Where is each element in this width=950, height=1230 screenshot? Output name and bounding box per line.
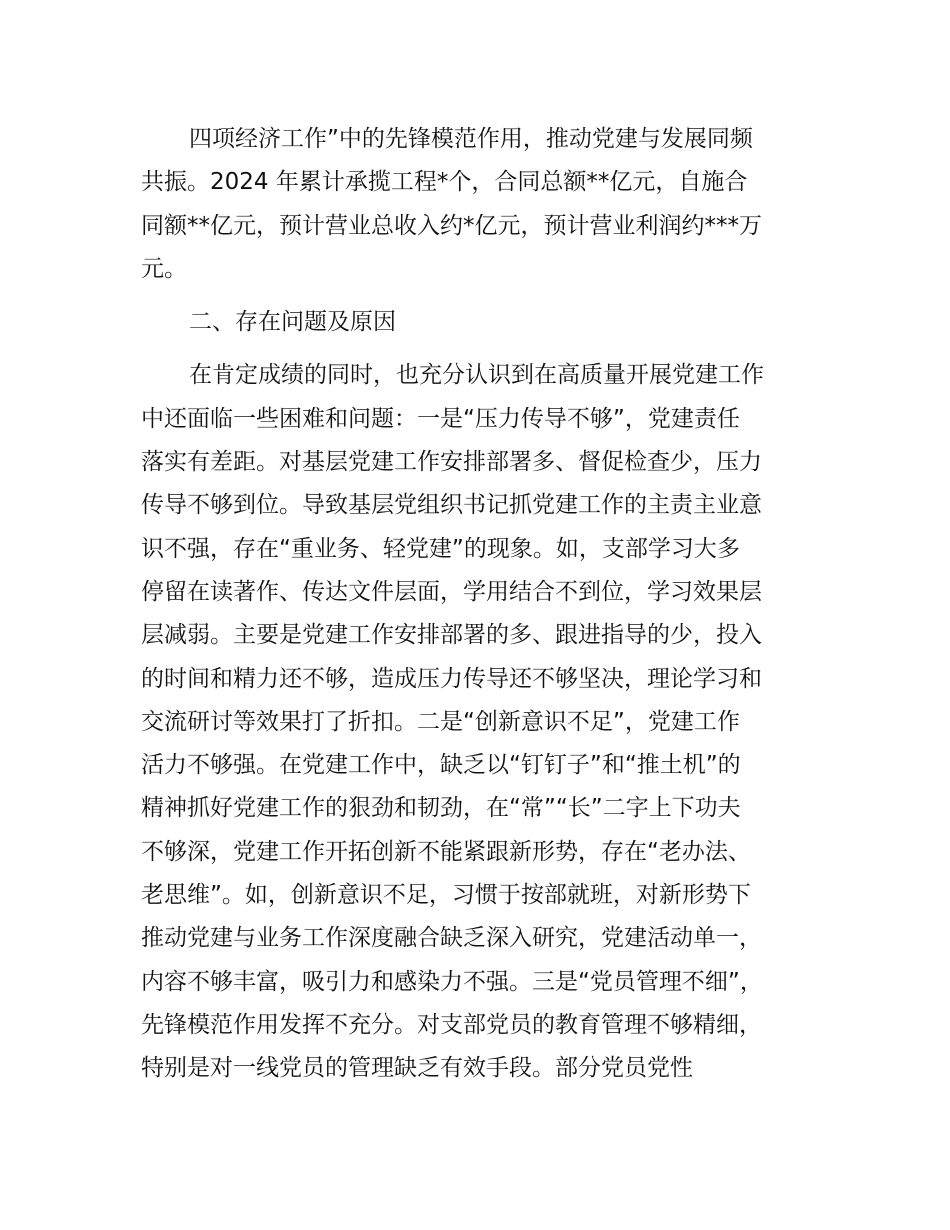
text-line: 精神抓好党建工作的狠劲和韧劲，在“常”“长”二字上下功夫 [141, 795, 741, 822]
text-line: 在肯定成绩的同时，也充分认识到在高质量开展党建工作 [189, 362, 764, 389]
text-line: 特别是对一线党员的管理缺乏有效手段。部分党员党性 [141, 1055, 693, 1082]
text-line: 四项经济工作”中的先锋模范作用，推动党建与发展同频 [189, 126, 753, 152]
text-line: 层减弱。主要是党建工作安排部署的多、跟进指导的少，投入 [141, 622, 762, 649]
text-line: 内容不够丰富，吸引力和感染力不强。三是“党员管理不细”， [141, 968, 763, 995]
section-heading: 二、存在问题及原因 [189, 309, 396, 336]
paragraph-gap [141, 291, 841, 301]
text-line: 不够深，党建工作开拓创新不能紧跟新形势，存在“老办法、 [141, 838, 751, 865]
text-line: 元。 [141, 255, 187, 282]
text-line: 活力不够强。在党建工作中，缺乏以“钉钉子”和“推土机”的 [141, 752, 741, 779]
text-line: 同额**亿元，预计营业总收入约*亿元，预计营业利润约***万 [141, 212, 762, 239]
text-line: 推动党建与业务工作深度融合缺乏深入研究，党建活动单一， [141, 925, 762, 952]
text-line: 传导不够到位。导致基层党组织书记抓党建工作的主责主业意 [141, 492, 762, 519]
paragraph-gap [141, 344, 841, 354]
text-line: 老思维”。如，创新意识不足，习惯于按部就班，对新形势下 [141, 882, 751, 909]
text-line: 停留在读著作、传达文件层面，学用结合不到位，学习效果层 [141, 578, 762, 605]
paragraph-achievements [141, 118, 841, 291]
text-line: 共振。2024 年累计承揽工程*个，合同总额**亿元，自施合 [141, 169, 748, 196]
text-line: 先锋模范作用发挥不充分。对支部党员的教育管理不够精细， [141, 1011, 762, 1038]
paragraph-problems [141, 354, 841, 1090]
text-line: 交流研讨等效果打了折扣。二是“创新意识不足”，党建工作 [141, 708, 740, 735]
document-body [141, 118, 841, 1091]
text-line: 的时间和精力还不够，造成压力传导还不够坚决，理论学习和 [141, 665, 762, 692]
text-line: 中还面临一些困难和问题：一是“压力传导不够”，党建责任 [141, 405, 740, 432]
text-line: 识不强，存在“重业务、轻党建”的现象。如，支部学习大多 [141, 535, 740, 562]
text-line: 落实有差距。对基层党建工作安排部署多、督促检查少，压力 [141, 449, 762, 476]
